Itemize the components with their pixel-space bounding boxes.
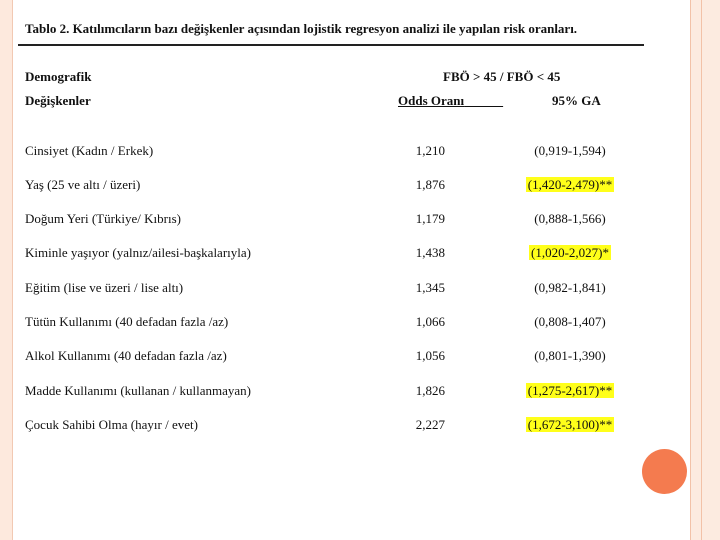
header-odds-ratio [398,93,503,109]
table-row [0,417,720,437]
confidence-interval-value: (1,020-2,027)* [531,245,609,260]
odds-ratio-cell: 1,066 [415,314,445,329]
confidence-interval-value: (1,672-3,100)** [527,417,613,432]
odds-ratio-cell: 2,227 [415,417,445,432]
variable-cell: Alkol Kullanımı (40 defadan fazla /az) [25,348,227,363]
odds-ratio-cell: 1,179 [415,211,445,226]
variable-cell: Madde Kullanımı (kullanan / kullanmayan) [25,383,251,398]
header-group: FBÖ > 45 / FBÖ < 45 [443,69,561,84]
header-odds-ratio-label: Odds Oranı [398,93,465,108]
confidence-interval-cell [505,348,635,364]
table-row [0,314,720,334]
confidence-interval-value: (0,801-1,390) [534,348,606,363]
table-row [0,211,720,231]
table-row [0,383,720,403]
variable-cell: Yaş (25 ve altı / üzeri) [25,177,141,192]
odds-ratio-cell: 1,056 [415,348,445,363]
confidence-interval-value: (0,808-1,407) [534,314,606,329]
table-row [0,245,720,265]
confidence-interval-value: (1,275-2,617)** [527,383,613,398]
confidence-interval-cell [505,280,635,296]
odds-ratio-cell: 1,826 [415,383,445,398]
odds-ratio-cell: 1,210 [415,143,445,158]
confidence-interval-value: (0,982-1,841) [534,280,606,295]
table-row [0,348,720,368]
confidence-interval-value: (0,888-1,566) [534,211,606,226]
odds-ratio-cell: 1,438 [415,245,445,260]
variable-cell: Kiminle yaşıyor (yalnız/ailesi-başkalarıyla) [25,245,251,260]
variable-cell: Doğum Yeri (Türkiye/ Kıbrıs) [25,211,181,226]
confidence-interval-cell [505,417,635,433]
confidence-interval-cell [505,143,635,159]
header-demographic: Demografik [25,69,92,84]
table-row [0,280,720,300]
table-row [0,143,720,163]
confidence-interval-cell [505,245,635,261]
confidence-interval-cell [505,314,635,330]
odds-ratio-cell: 1,345 [415,280,445,295]
table-title: Tablo 2. Katılımcıların bazı değişkenler açısından lojistik regresyon analizi ile yapılan risk oranları. [25,21,578,36]
header-ci: 95% GA [552,93,601,108]
confidence-interval-cell [505,177,635,193]
confidence-interval-value: (0,919-1,594) [534,143,606,158]
confidence-interval-cell [505,211,635,227]
header-variables: Değişkenler [25,93,91,108]
odds-ratio-cell: 1,876 [415,177,445,192]
table-row [0,177,720,197]
variable-cell: Tütün Kullanımı (40 defadan fazla /az) [25,314,229,329]
title-divider [18,44,644,46]
confidence-interval-value: (1,420-2,479)** [527,177,613,192]
variable-cell: Cinsiyet (Kadın / Erkek) [25,143,154,158]
confidence-interval-cell [505,383,635,399]
variable-cell: Çocuk Sahibi Olma (hayır / evet) [25,417,198,432]
variable-cell: Eğitim (lise ve üzeri / lise altı) [25,280,184,295]
